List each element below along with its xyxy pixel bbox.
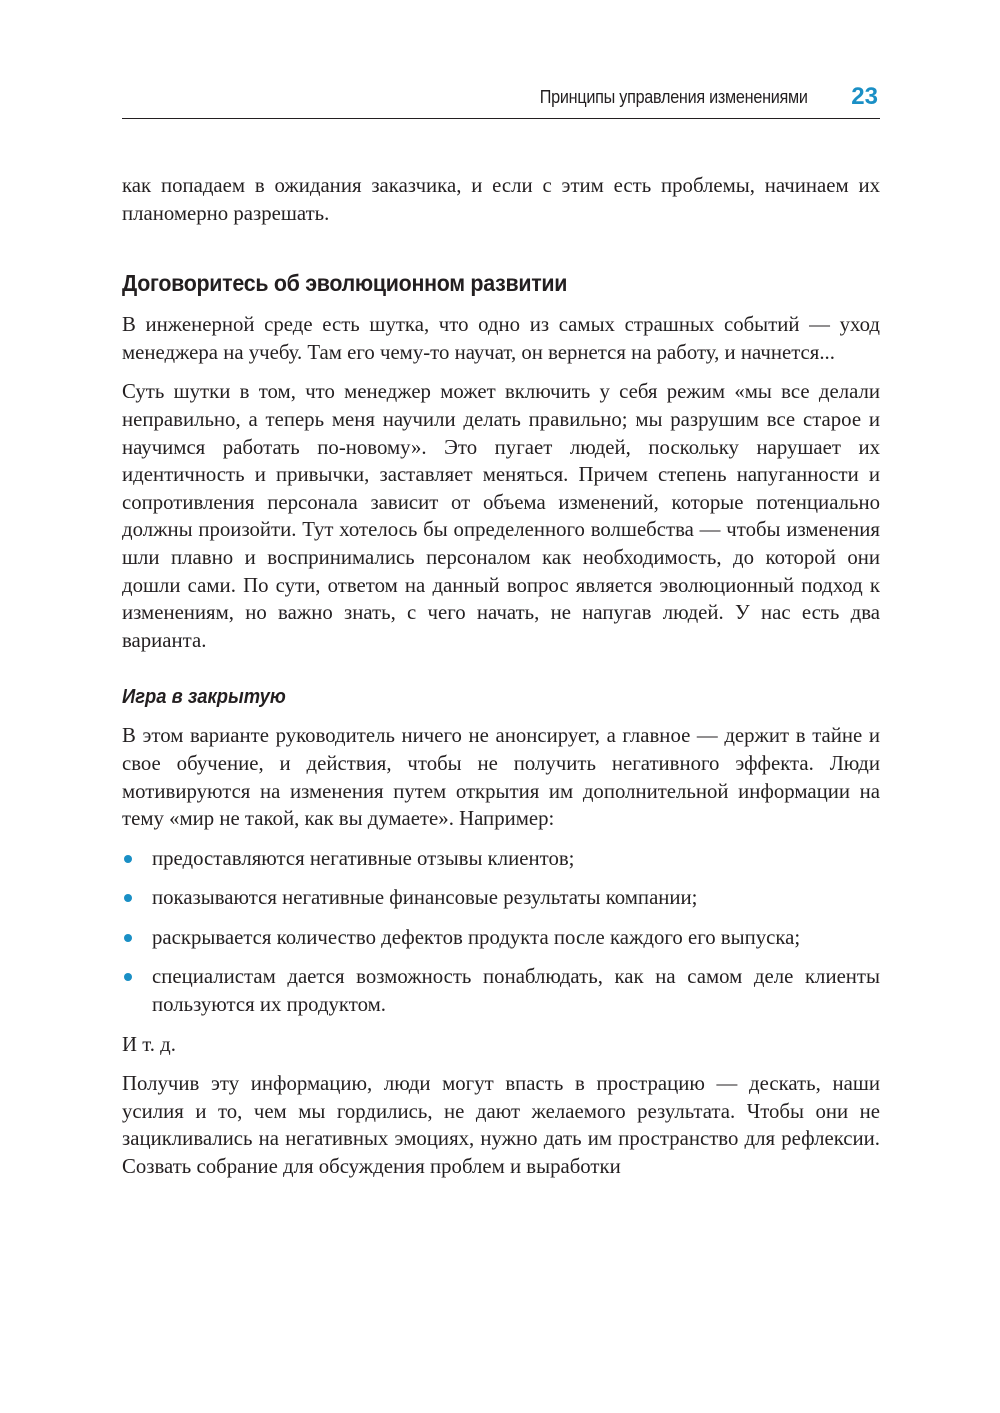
list-item-text: специалистам дается возможность понаблюдать, как на самом деле клиенты пользуются их продуктом. [152,965,880,1017]
intro-paragraph: как попадаем в ожидания заказчика, и если с этим есть проблемы, начинаем их планомерно разрешать. [122,174,880,225]
bullet-dot-icon [124,934,132,942]
section-paragraph-1: В инженерной среде есть шутка, что одно из самых страшных событий — уход менеджера на учебу. Там его чему-то научат, он вернется на работу, и начнется... [122,313,880,364]
bullet-list [122,845,880,1019]
bullet-dot-icon [124,973,132,981]
list-item [122,884,880,912]
subsection-heading: Игра в закрытую [122,686,286,709]
list-item [122,845,880,873]
section-heading: Договоритесь об эволюционном развитии [122,270,568,297]
list-item-text: предоставляются негативные отзывы клиентов; [152,846,575,870]
list-item [122,924,880,952]
etc-line: И т. д. [122,1032,176,1056]
page-body [122,172,880,1181]
list-item [122,963,880,1018]
section-paragraph-2: Суть шутки в том, что менеджер может включить у себя режим «мы все делали неправильно, а теперь меня научили делать правильно; мы разрушим все старое и научимся работать по-новому». Это пугает людей, поскольку нарушает их идентичность и привычки, заставляет меняться. Причем степень напуганности и сопротивления персонала зависит от объема изменений, которые потенциально должны произойти. Тут хотелось бы определенного волшебства — чтобы изменения шли плавно и воспринимались персоналом как необходимость, до которой они дошли сами. По сути, ответом на данный вопрос является эволюционный подход к изменениям, но важно знать, с чего начать, не напугав людей. У нас есть два варианта. [122,380,880,652]
list-item-text: показываются негативные финансовые результаты компании; [152,886,698,910]
closing-paragraph: Получив эту информацию, люди могут впасть в прострацию — дескать, наши усилия и то, чем мы гордились, не дают желаемого результата. Чтобы они не зацикливались на негативных эмоциях, нужно дать им пространство для рефлексии. Созвать собрание для обсуждения проблем и выработки [122,1072,880,1179]
running-title: Принципы управления изменениями [540,87,808,107]
list-item-text: раскрывается количество дефектов продукта после каждого его выпуска; [152,925,801,949]
subsection-paragraph: В этом варианте руководитель ничего не анонсирует, а главное — держит в тайне и свое обучение, и действия, чтобы не получить негативного эффекта. Люди мотивируются на изменения путем открытия им дополнительной информации на тему «мир не такой, как вы думаете». Например: [122,724,880,831]
page-number: 23 [851,83,878,110]
running-header [122,84,880,119]
bullet-dot-icon [124,855,132,863]
bullet-dot-icon [124,894,132,902]
